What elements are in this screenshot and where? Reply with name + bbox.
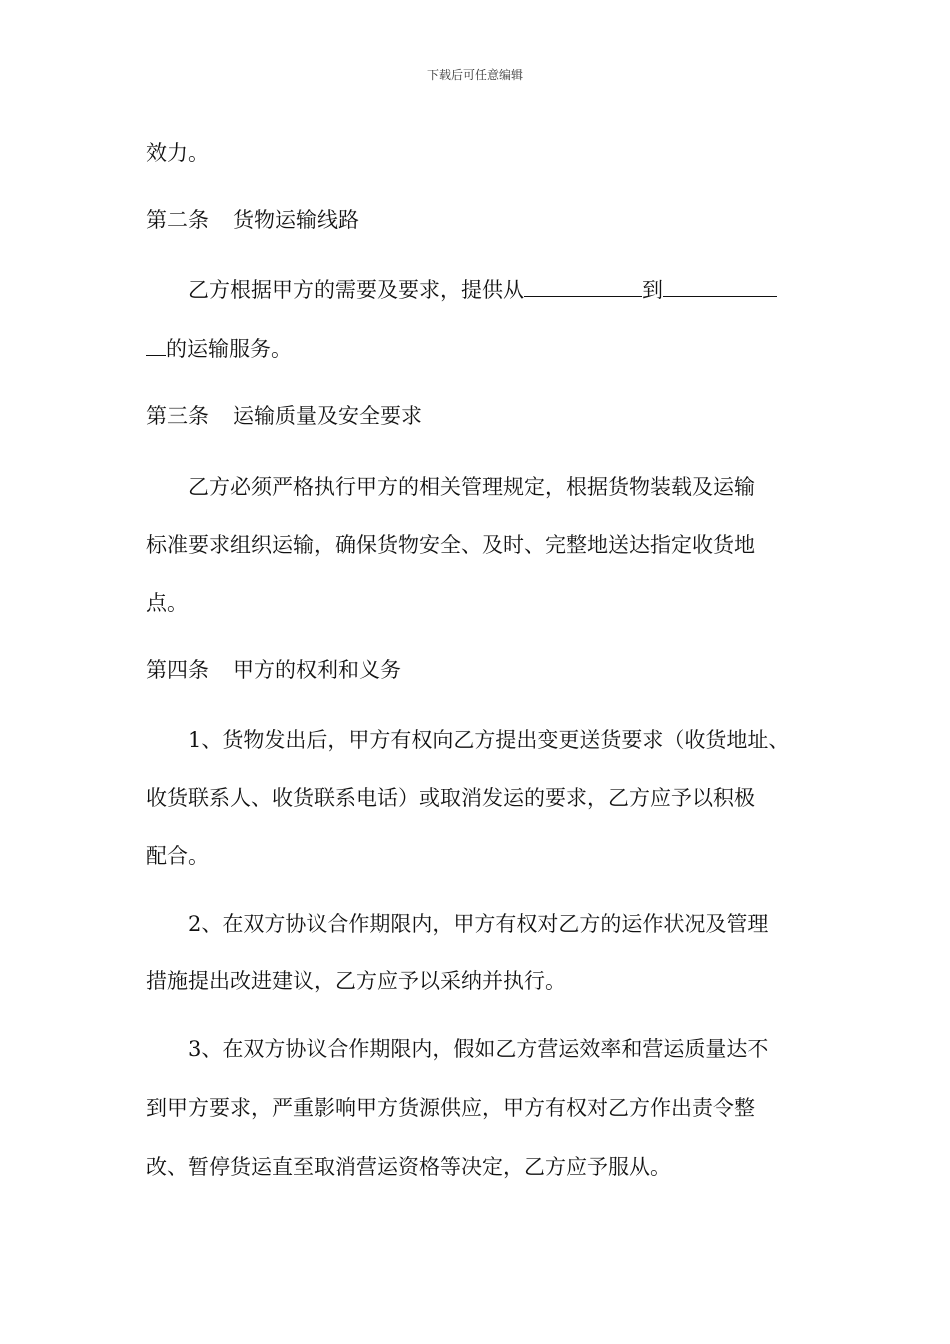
- clause-text: 到: [642, 278, 663, 302]
- article-number: 第二条: [146, 208, 209, 232]
- blank-to-field: [663, 274, 777, 297]
- paragraph-line: 乙方必须严格执行甲方的相关管理规定，根据货物装载及运输: [188, 475, 755, 499]
- paragraph-line: 配合。: [146, 844, 209, 868]
- paragraph-line: 1、货物发出后，甲方有权向乙方提出变更送货要求（收货地址、: [188, 728, 790, 752]
- article-title: 运输质量及安全要求: [233, 404, 422, 428]
- paragraph-line: 改、暂停货运直至取消营运资格等决定，乙方应予服从。: [146, 1155, 671, 1179]
- paragraph-line: 标准要求组织运输，确保货物安全、及时、完整地送达指定收货地: [146, 533, 755, 557]
- paragraph-line: 措施提出改进建议，乙方应予以采纳并执行。: [146, 969, 566, 993]
- paragraph-line: 点。: [146, 591, 188, 615]
- paragraph-line: [188, 274, 777, 305]
- clause-text: 乙方根据甲方的需要及要求，提供从: [188, 278, 524, 302]
- paragraph-line: 效力。: [146, 141, 209, 165]
- article-number: 第三条: [146, 404, 209, 428]
- article-number: 第四条: [146, 658, 209, 682]
- paragraph-line: 收货联系人、收货联系电话）或取消发运的要求，乙方应予以积极: [146, 786, 755, 810]
- article-heading-3: [146, 401, 422, 431]
- article-heading-4: [146, 655, 401, 685]
- article-heading-2: [146, 205, 359, 235]
- blank-to-field-continued: [146, 333, 166, 356]
- blank-from-field: [524, 274, 642, 297]
- paragraph-line: [146, 333, 292, 364]
- article-title: 甲方的权利和义务: [233, 658, 401, 682]
- paragraph-line: 3、在双方协议合作期限内，假如乙方营运效率和营运质量达不: [188, 1037, 769, 1061]
- paragraph-line: 到甲方要求，严重影响甲方货源供应，甲方有权对乙方作出责令整: [146, 1096, 755, 1120]
- clause-text: 的运输服务。: [166, 337, 292, 361]
- page-header: 下载后可任意编辑: [426, 68, 523, 82]
- paragraph-line: 2、在双方协议合作期限内，甲方有权对乙方的运作状况及管理: [188, 912, 769, 936]
- article-title: 货物运输线路: [233, 208, 359, 232]
